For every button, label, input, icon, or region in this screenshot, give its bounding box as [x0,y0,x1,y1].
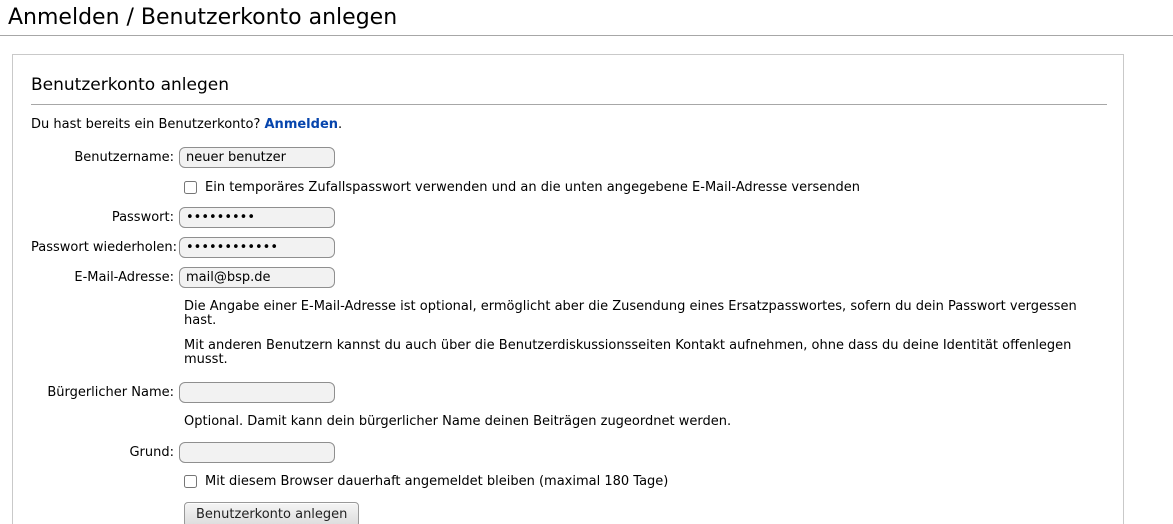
realname-label: Bürgerlicher Name: [47,385,174,400]
password-input[interactable] [179,207,335,228]
username-label: Benutzername: [74,150,174,165]
email-input[interactable] [179,267,335,288]
panel-heading: Benutzerkonto anlegen [31,75,1107,105]
temp-password-label: Ein temporäres Zufallspasswort verwenden und an die unten angegebene E-Mail-Adresse versenden [205,180,860,195]
page-title: Anmelden / Benutzerkonto anlegen [0,0,1173,36]
create-account-button[interactable]: Benutzerkonto anlegen [184,502,359,524]
remember-label: Mit diesem Browser dauerhaft angemeldet bleiben (maximal 180 Tage) [205,474,669,489]
reason-label: Grund: [129,445,174,460]
password-repeat-row [31,236,1107,258]
existing-account-note [31,117,1107,132]
password-repeat-input[interactable] [179,237,335,258]
email-help-2: Mit anderen Benutzern kannst du auch über die Benutzerdiskussionsseiten Kontakt aufnehmen, ohne dass du deine Identität offenlegen musst. [184,338,1072,367]
username-row [31,146,1107,168]
password-label: Passwort: [111,210,174,225]
remember-checkbox[interactable] [184,475,197,488]
temp-password-checkbox[interactable] [184,181,197,194]
existing-account-suffix: . [338,117,343,132]
realname-row [31,381,1107,403]
realname-input[interactable] [179,382,335,403]
password-row [31,206,1107,228]
existing-account-text: Du hast bereits ein Benutzerkonto? [31,117,265,132]
temp-password-row [184,180,1107,196]
password-repeat-label: Passwort wiederholen: [31,240,177,255]
remember-row [184,474,1107,490]
username-input[interactable] [179,147,335,168]
create-account-panel [12,54,1124,524]
email-row [31,266,1107,288]
realname-help: Optional. Damit kann dein bürgerlicher Name deinen Beiträgen zugeordnet werden. [184,414,732,429]
email-label: E-Mail-Adresse: [74,270,174,285]
login-link[interactable]: Anmelden [264,117,339,132]
email-help-1: Die Angabe einer E-Mail-Adresse ist optional, ermöglicht aber die Zusendung eines Ersatzpasswortes, sofern du dein Passwort vergessen hast. [184,299,1077,328]
reason-row [31,441,1107,463]
reason-input[interactable] [179,442,335,463]
